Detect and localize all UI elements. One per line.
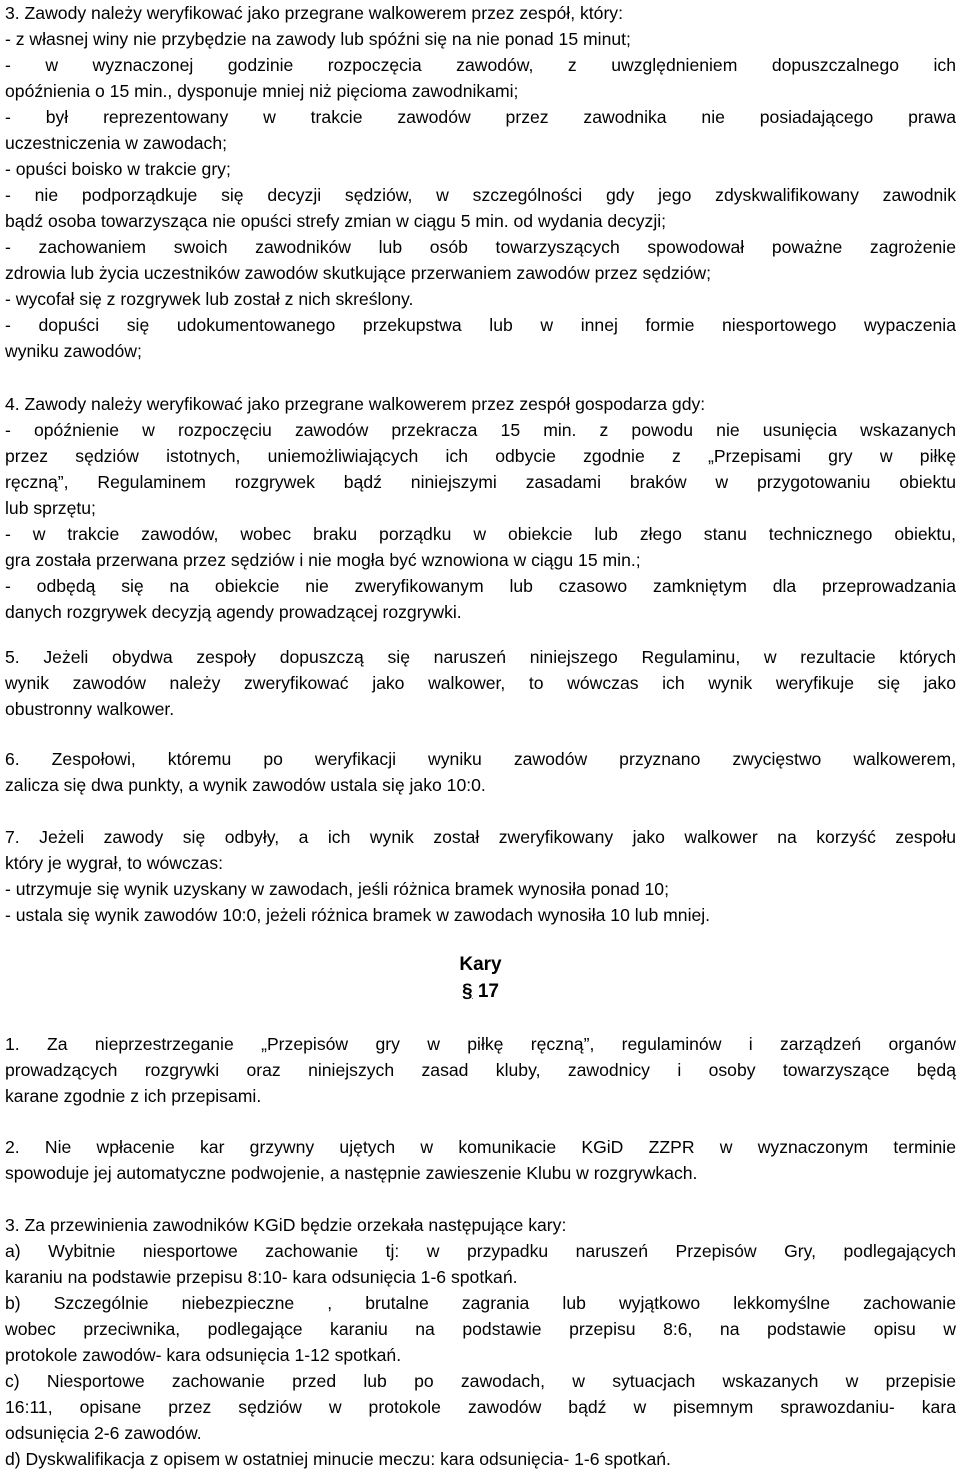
- text-line: 2. Nie wpłacenie kar grzywny ujętych w komunikacie KGiD ZZPR w wyznaczonym terminie: [5, 1137, 956, 1157]
- text-line: - wycofał się z rozgrywek lub został z nich skreślony.: [5, 289, 414, 309]
- text-line: uczestniczenia w zawodach;: [5, 133, 227, 153]
- text-line: b) Szczególnie niebezpieczne , brutalne zagrania lub wyjątkowo lekkomyślne zachowanie: [5, 1293, 956, 1313]
- text-line: - odbędą się na obiekcie nie zweryfikowanym lub czasowo zamkniętym dla przeprowadzania: [5, 576, 956, 596]
- text-line: który je wygrał, to wówczas:: [5, 853, 224, 873]
- text-line: - zachowaniem swoich zawodników lub osób towarzyszących spowodował poważne zagrożenie: [5, 237, 956, 257]
- text-line: - w wyznaczonej godzinie rozpoczęcia zawodów, z uwzględnieniem dopuszczalnego ich: [5, 55, 956, 75]
- heading-kary: [5, 952, 956, 978]
- section-4: [5, 391, 956, 625]
- text-line: bądź osoba towarzysząca nie opuści strefy zmian w ciągu 5 min. od wydania decyzji;: [5, 211, 667, 231]
- text-line: - był reprezentowany w trakcie zawodów przez zawodnika nie posiadającego prawa: [5, 107, 956, 127]
- text-line: - utrzymuje się wynik uzyskany w zawodach, jeśli różnica bramek wynosiła ponad 10;: [5, 879, 669, 899]
- paragraph-mark: §: [462, 981, 473, 1002]
- text-line: - dopuści się udokumentowanego przekupstwa lub w innej formie niesportowego wypaczenia: [5, 315, 956, 335]
- text-line: odsunięcia 2-6 zawodów.: [5, 1423, 202, 1443]
- kary-3: [5, 1212, 956, 1472]
- text-line: 3. Zawody należy weryfikować jako przegrane walkowerem przez zespół, który:: [5, 3, 623, 23]
- text-line: a) Wybitnie niesportowe zachowanie tj: w przypadku naruszeń Przepisów Gry, podlegających: [5, 1241, 956, 1261]
- text-line: - nie podporządkuje się decyzji sędziów, w szczególności gdy jego zdyskwalifikowany zawodnik: [5, 185, 956, 205]
- text-line: lub sprzętu;: [5, 498, 96, 518]
- text-line: obustronny walkower.: [5, 699, 175, 719]
- text-line: c) Niesportowe zachowanie przed lub po zawodach, w sytuacjach wskazanych w przepisie: [5, 1371, 956, 1391]
- kary-2: [5, 1134, 956, 1186]
- text-line: wynik zawodów należy zweryfikować jako walkower, to wówczas ich wynik weryfikuje się jako: [5, 673, 956, 693]
- text-line: protokole zawodów- kara odsunięcia 1-12 spotkań.: [5, 1345, 402, 1365]
- paragraph-number: 17: [477, 981, 499, 1002]
- section-5: [5, 644, 956, 722]
- text-line: karaniu na podstawie przepisu 8:10- kara odsunięcia 1-6 spotkań.: [5, 1267, 518, 1287]
- heading-paragraph: [5, 979, 956, 1005]
- text-line: 16:11, opisane przez sędziów w protokole zawodów bądź w pisemnym sprawozdaniu- kara: [5, 1397, 956, 1417]
- text-line: 3. Za przewinienia zawodników KGiD będzie orzekała następujące kary:: [5, 1215, 567, 1235]
- text-line: danych rozgrywek decyzją agendy prowadzącej rozgrywki.: [5, 602, 462, 622]
- text-line: - ustala się wynik zawodów 10:0, jeżeli różnica bramek w zawodach wynosiła 10 lub mniej.: [5, 905, 711, 925]
- text-line: prowadzących rozgrywki oraz niniejszych zasad kluby, zawodnicy i osoby towarzyszące będą: [5, 1060, 956, 1080]
- section-3: [5, 0, 956, 364]
- text-line: przez sędziów istotnych, uniemożliwiających ich odbycie zgodnie z „Przepisami gry w piłkę: [5, 446, 956, 466]
- text-line: gra została przerwana przez sędziów i nie mogła być wznowiona w ciągu 15 min.;: [5, 550, 641, 570]
- text-line: 1. Za nieprzestrzeganie „Przepisów gry w piłkę ręczną”, regulaminów i zarządzeń organów: [5, 1034, 956, 1054]
- text-line: wyniku zawodów;: [5, 341, 142, 361]
- text-line: spowoduje jej automatyczne podwojenie, a następnie zawieszenie Klubu w rozgrywkach.: [5, 1163, 698, 1183]
- heading-title: Kary: [459, 954, 502, 975]
- section-7: [5, 824, 956, 928]
- text-line: opóźnienia o 15 min., dysponuje mniej niż pięcioma zawodnikami;: [5, 81, 519, 101]
- text-line: 6. Zespołowi, któremu po weryfikacji wyniku zawodów przyznano zwycięstwo walkowerem,: [5, 749, 956, 769]
- section-6: [5, 746, 956, 798]
- text-line: zdrowia lub życia uczestników zawodów skutkujące przerwaniem zawodów przez sędziów;: [5, 263, 712, 283]
- text-line: zalicza się dwa punkty, a wynik zawodów ustala się jako 10:0.: [5, 775, 486, 795]
- text-line: d) Dyskwalifikacja z opisem w ostatniej minucie meczu: kara odsunięcia- 1-6 spotkań.: [5, 1449, 671, 1469]
- text-line: 4. Zawody należy weryfikować jako przegrane walkowerem przez zespół gospodarza gdy:: [5, 394, 706, 414]
- text-line: karane zgodnie z ich przepisami.: [5, 1086, 262, 1106]
- text-line: - w trakcie zawodów, wobec braku porządku w obiekcie lub złego stanu technicznego obiektu,: [5, 524, 956, 544]
- text-line: - opuści boisko w trakcie gry;: [5, 159, 231, 179]
- text-line: ręczną”, Regulaminem rozgrywek bądź niniejszymi zasadami braków w przygotowaniu obiektu: [5, 472, 956, 492]
- text-line: 5. Jeżeli obydwa zespoły dopuszczą się naruszeń niniejszego Regulaminu, w rezultacie których: [5, 647, 956, 667]
- text-line: 7. Jeżeli zawody się odbyły, a ich wynik został zweryfikowany jako walkower na korzyść zespołu: [5, 827, 956, 847]
- text-line: wobec przeciwnika, podlegające karaniu na podstawie przepisu 8:6, na podstawie opisu w: [5, 1319, 956, 1339]
- kary-1: [5, 1031, 956, 1109]
- text-line: - z własnej winy nie przybędzie na zawody lub spóźni się na nie ponad 15 minut;: [5, 29, 631, 49]
- text-line: - opóźnienie w rozpoczęciu zawodów przekracza 15 min. z powodu nie usunięcia wskazanych: [5, 420, 956, 440]
